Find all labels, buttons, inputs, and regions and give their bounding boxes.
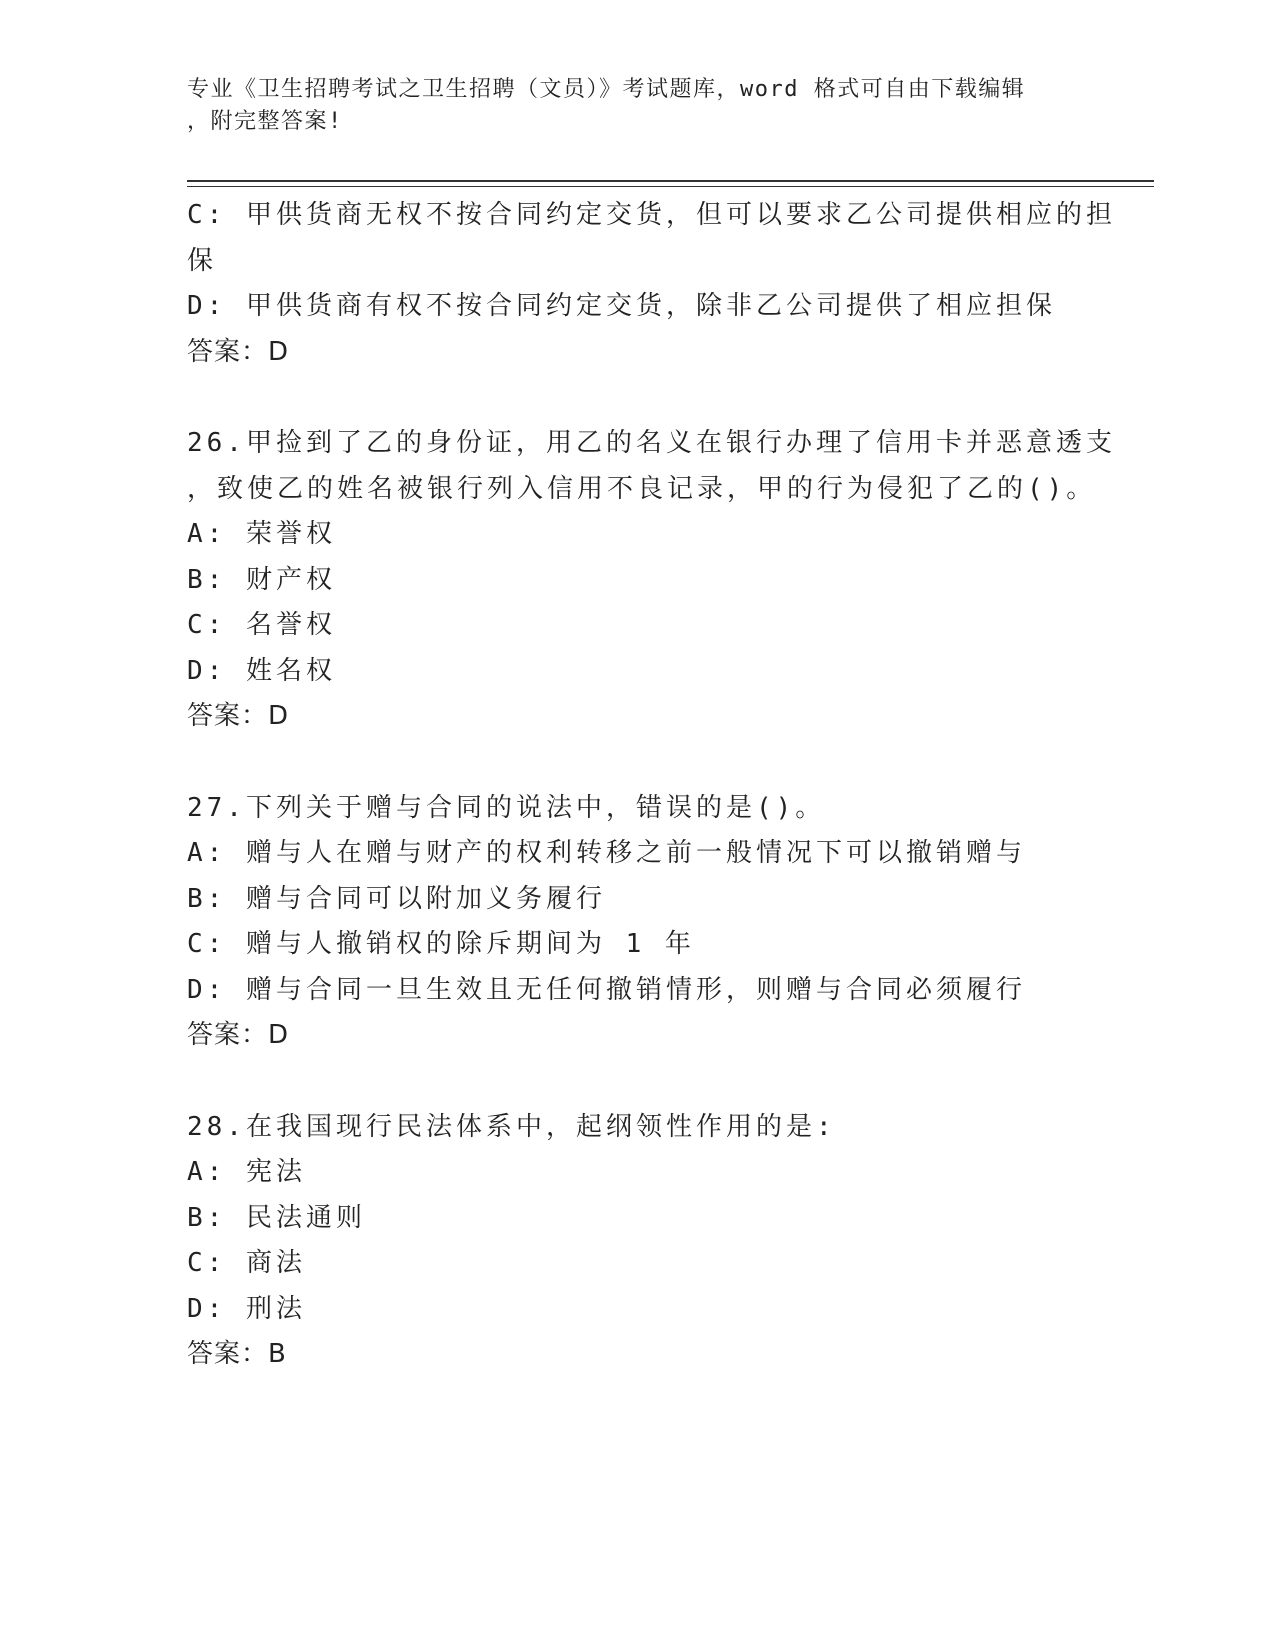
question-stem: 26.甲捡到了乙的身份证，用乙的名义在银行办理了信用卡并恶意透支 xyxy=(187,428,1116,458)
question-stem: 27.下列关于赠与合同的说法中，错误的是()。 xyxy=(187,792,826,823)
question-stem-continued: ，致使乙的姓名被银行列入信用不良记录，甲的行为侵犯了乙的()。 xyxy=(187,473,1097,504)
option-a: A: 荣誉权 xyxy=(187,519,336,549)
option-d: D: 甲供货商有权不按合同约定交货，除非乙公司提供了相应担保 xyxy=(187,291,1056,321)
option-c: C: 商法 xyxy=(187,1248,306,1278)
option-b: B: 财产权 xyxy=(187,564,336,595)
option-b: B: 赠与合同可以附加义务履行 xyxy=(187,883,606,914)
option-d: D: 赠与合同一旦生效且无任何撤销情形，则赠与合同必须履行 xyxy=(187,974,1026,1005)
option-c: C: 赠与人撤销权的除斥期间为 1 年 xyxy=(187,929,695,959)
option-c: C: 名誉权 xyxy=(187,610,336,640)
option-a: A: 赠与人在赠与财产的权利转移之前一般情况下可以撤销赠与 xyxy=(187,838,1026,868)
question-stem: 28.在我国现行民法体系中，起纲领性作用的是: xyxy=(187,1111,836,1142)
option-d: D: 刑法 xyxy=(187,1293,306,1324)
question-list xyxy=(187,193,1116,1378)
option-c-continued: 保 xyxy=(187,245,218,276)
question-26 xyxy=(187,421,1116,740)
answer: 答案：B xyxy=(187,1339,287,1369)
question-25-continued xyxy=(187,193,1116,375)
question-28 xyxy=(187,1105,1087,1378)
option-d: D: 姓名权 xyxy=(187,655,336,686)
header-line-2: ，附完整答案! xyxy=(187,109,343,134)
header-line-1: 专业《卫生招聘考试之卫生招聘（文员）》考试题库，word 格式可自由下载编辑 xyxy=(187,77,1026,102)
option-a: A: 宪法 xyxy=(187,1157,306,1187)
option-b: B: 民法通则 xyxy=(187,1202,366,1233)
header-divider-thin xyxy=(187,186,1154,187)
option-c: C: 甲供货商无权不按合同约定交货，但可以要求乙公司提供相应的担 xyxy=(187,200,1116,230)
document-header xyxy=(187,74,1067,138)
answer: 答案：D xyxy=(187,1020,290,1050)
header-divider-thick xyxy=(187,180,1154,182)
answer: 答案：D xyxy=(187,701,290,731)
answer: 答案：D xyxy=(187,336,290,367)
question-27 xyxy=(187,786,1087,1059)
